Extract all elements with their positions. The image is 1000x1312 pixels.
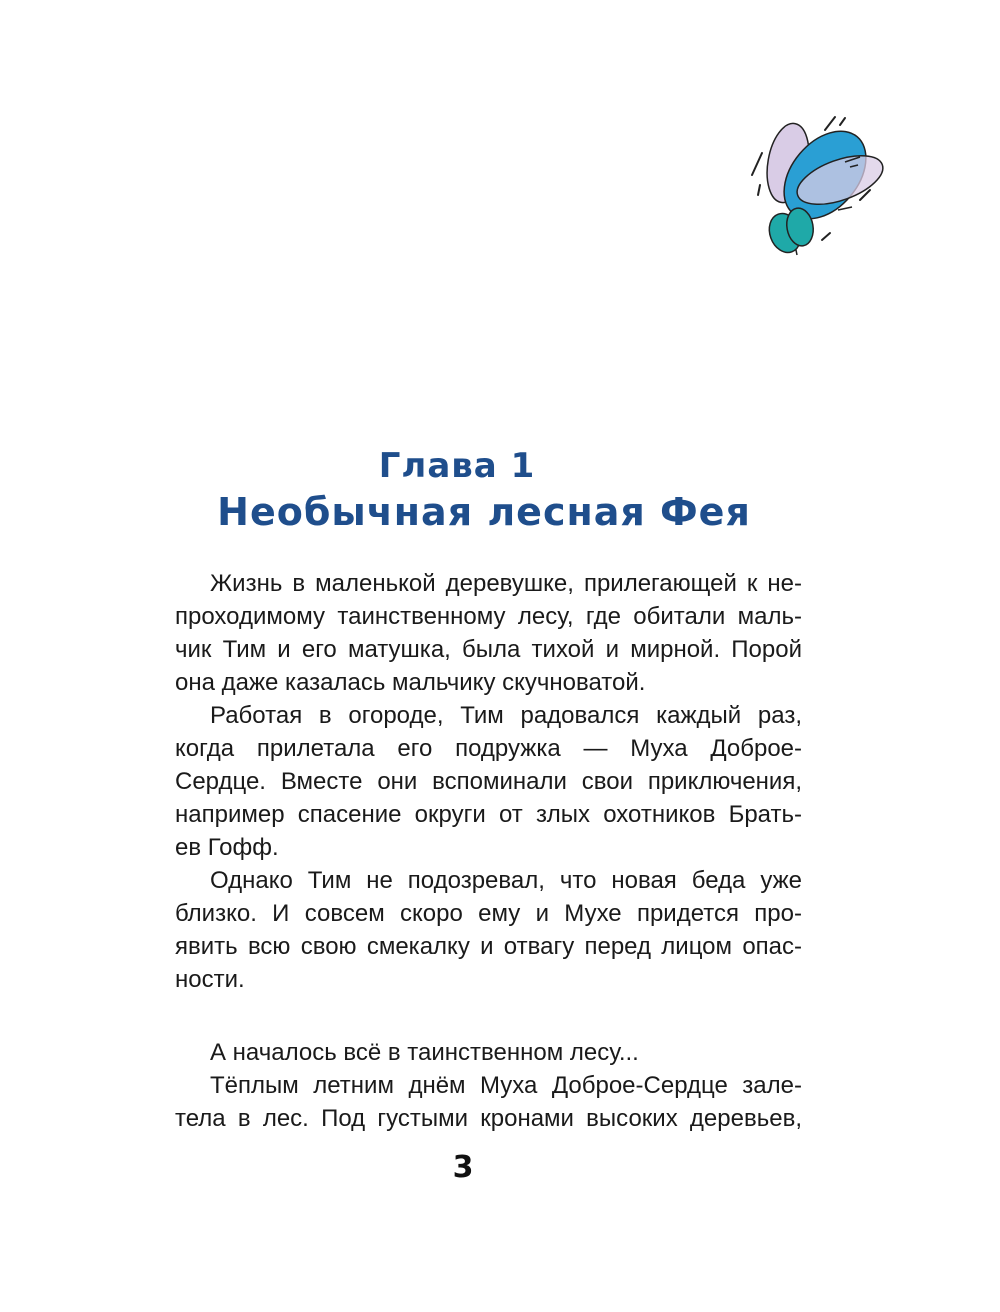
paragraph-1 <box>140 567 802 699</box>
paragraph-2 <box>140 699 802 864</box>
chapter-number: Глава 1 <box>378 446 536 486</box>
paragraph-3 <box>140 864 802 996</box>
text-line: ности. <box>175 966 245 993</box>
text-line: А началось всё в таинственном лесу... <box>210 1039 639 1066</box>
text-line: Работая в огороде, Тим радовался каждый раз, <box>210 702 802 729</box>
text-line: ев Гофф. <box>175 834 279 861</box>
chapter-title: Необычная лесная Фея <box>217 490 751 534</box>
text-line: Жизнь в маленькой деревушке, прилегающей к не- <box>210 570 802 597</box>
text-line: она даже казалась мальчику скучноватой. <box>175 669 646 696</box>
body-text <box>140 567 802 1135</box>
text-line: например спасение округи от злых охотников Брать- <box>175 801 802 828</box>
paragraph-5 <box>140 1069 802 1135</box>
text-line: чик Тим и его матушка, была тихой и мирной. Порой <box>175 636 802 663</box>
text-line: Однако Тим не подозревал, что новая беда уже <box>210 867 802 894</box>
page-number: 3 <box>452 1150 474 1185</box>
text-line: проходимому таинственному лесу, где обитали маль- <box>175 603 802 630</box>
text-line: когда прилетала его подружка — Муха Доброе- <box>175 735 802 762</box>
fly-illustration-icon <box>730 105 900 265</box>
text-line: явить всю свою смекалку и отвагу перед лицом опас- <box>175 933 802 960</box>
text-line: Сердце. Вместе они вспоминали свои приключения, <box>175 768 802 795</box>
paragraph-4 <box>140 1036 802 1069</box>
text-line: Тёплым летним днём Муха Доброе-Сердце зале- <box>210 1072 802 1099</box>
text-line: близко. И совсем скоро ему и Мухе придется про- <box>175 900 802 927</box>
section-gap <box>140 996 802 1036</box>
text-line: тела в лес. Под густыми кронами высоких деревьев, <box>175 1105 802 1132</box>
